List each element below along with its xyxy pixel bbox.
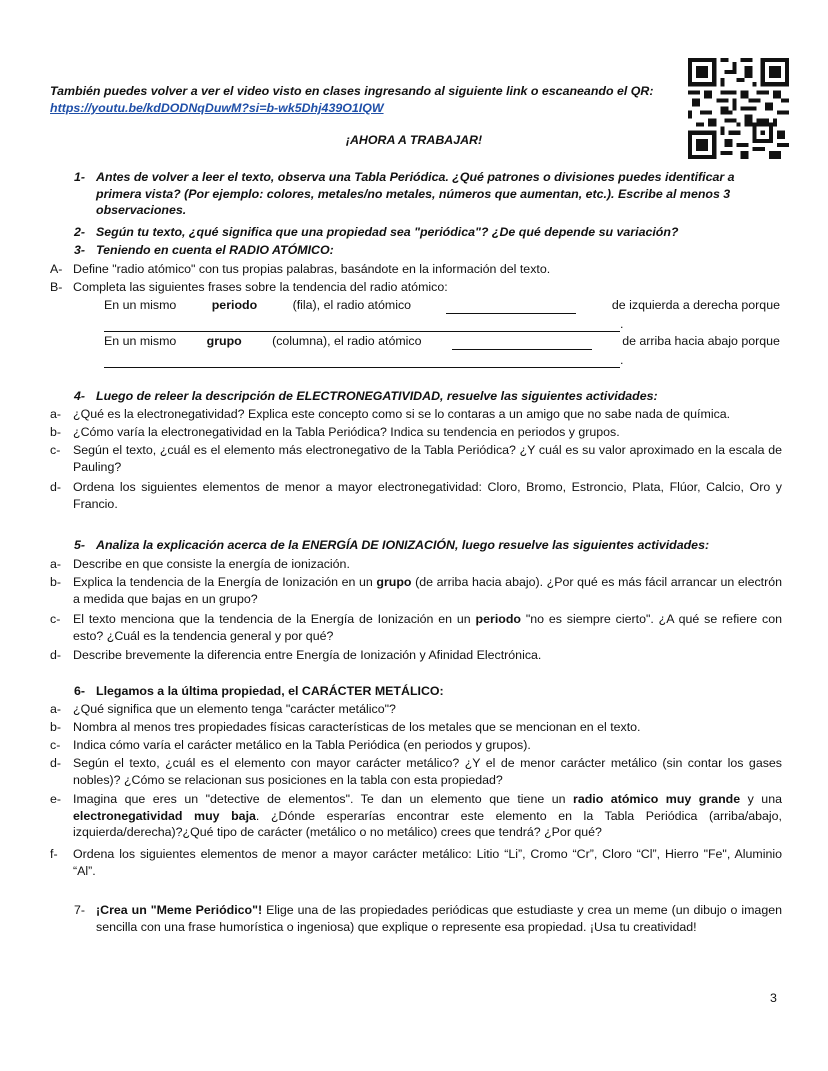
question-3-item-a: [50, 261, 782, 278]
question-number: 7-: [74, 903, 86, 917]
question-6-item-c: [50, 737, 782, 754]
question-6-item-d: [50, 755, 782, 788]
fill-pre: En un mismo: [104, 334, 177, 348]
item-text: ¿Qué es la electronegatividad? Explica este concepto como si se lo contaras a un amigo que no sabe nada de química.: [73, 407, 731, 421]
fill-post: de arriba hacia abajo porque: [622, 334, 780, 348]
intro-paragraph: [50, 83, 678, 116]
fill-mid: (fila), el radio atómico: [292, 298, 412, 312]
question-number: 1-: [74, 170, 86, 184]
question-4-item-c: [50, 442, 782, 475]
fill-in-periodo: [104, 297, 780, 332]
item-text: El texto menciona que la tendencia de la Energía de Ionización en un: [73, 612, 471, 626]
fill-bold: grupo: [206, 334, 242, 348]
video-link[interactable]: https://youtu.be/kdDODNqDuwM?si=b-wk5Dhj439O1IQW: [50, 100, 384, 115]
question-6-item-a: [50, 701, 782, 718]
bold-term: electronegatividad muy baja: [73, 808, 256, 823]
question-text: Luego de releer la descripción de ELECTRONEGATIVIDAD, resuelve las siguientes actividades:: [96, 389, 658, 403]
question-5-item-d: [50, 647, 782, 664]
question-4-item-b: [50, 424, 782, 441]
item-label: B-: [50, 280, 63, 294]
question-2: [74, 224, 782, 241]
question-number: 6-: [74, 684, 86, 698]
question-4: [74, 388, 782, 405]
item-label: b-: [50, 720, 62, 734]
question-7: [74, 902, 782, 935]
question-text: Según tu texto, ¿qué significa que una propiedad sea "periódica"? ¿De qué depende su variación?: [96, 225, 679, 239]
question-text: Elige una de las propiedades periódicas que estudiaste y crea un meme (un dibujo o imagen sencilla con una frase humorística o ingeniosa) que explique o represente esa propiedad. ¡Usa tu creatividad!: [96, 903, 782, 934]
item-text: Describe en que consiste la energía de ionización.: [73, 557, 350, 571]
question-text: Teniendo en cuenta el RADIO ATÓMICO:: [96, 243, 334, 257]
bold-term: grupo: [376, 575, 412, 589]
item-label: a-: [50, 702, 62, 716]
fill-in-grupo: [104, 333, 780, 368]
item-label: a-: [50, 557, 62, 571]
item-label: c-: [50, 738, 61, 752]
item-text: y una: [747, 792, 782, 806]
fill-period: .: [620, 316, 624, 331]
question-highlight: ¡Crea un "Meme Periódico"!: [96, 903, 263, 917]
item-label: d-: [50, 480, 62, 494]
question-3-item-b: [50, 279, 782, 296]
fill-bold: periodo: [211, 298, 258, 312]
answer-blank[interactable]: [104, 355, 620, 368]
item-label: b-: [50, 425, 62, 439]
item-label: d-: [50, 756, 62, 770]
fill-pre: En un mismo: [104, 298, 177, 312]
item-text: Define "radio atómico" con tus propias palabras, basándote en la información del texto.: [73, 262, 551, 276]
item-label: d-: [50, 648, 62, 662]
fill-mid: (columna), el radio atómico: [272, 334, 422, 348]
item-text: Completa las siguientes frases sobre la tendencia del radio atómico:: [73, 280, 448, 294]
item-label: c-: [50, 612, 61, 626]
item-text: Ordena los siguientes elementos de menor a mayor electronegatividad: Cloro, Bromo, Estroncio, Plata, Flúor, Calcio, Oro y Francio.: [73, 480, 782, 511]
item-text: (de arriba hacia abajo). ¿Por qué es más fácil arrancar un electrón a medida que bajas en un grupo?: [73, 575, 783, 606]
section-title: ¡AHORA A TRABAJAR!: [345, 133, 483, 147]
question-5-item-a: [50, 556, 782, 573]
item-text: ¿Cómo varía la electronegatividad en la Tabla Periódica? Indica su tendencia en periodos y grupos.: [73, 425, 620, 439]
item-label: e-: [50, 792, 62, 806]
item-label: f-: [50, 847, 58, 861]
item-text: ¿Qué significa que un elemento tenga "carácter metálico"?: [73, 702, 396, 716]
item-label: A-: [50, 262, 63, 276]
question-6-item-e: [50, 791, 782, 841]
question-number: 2-: [74, 225, 86, 239]
question-5-item-b: [50, 574, 782, 607]
question-4-item-a: [50, 406, 782, 423]
question-number: 3-: [74, 243, 86, 257]
item-label: c-: [50, 443, 61, 457]
item-text: Nombra al menos tres propiedades físicas características de los metales que se mencionan en el texto.: [73, 720, 641, 734]
question-number: 4-: [74, 389, 86, 403]
question-text: Llegamos a la última propiedad, el CARÁCTER METÁLICO:: [96, 684, 444, 698]
question-1: [74, 169, 782, 219]
item-text: Según el texto, ¿cuál es el elemento con mayor carácter metálico? ¿Y el de menor carácter metálico (sin contar los gases nobles)? ¿Cómo se relacionan sus posiciones en la tabla con esta propiedad?: [73, 756, 782, 787]
item-text: Indica cómo varía el carácter metálico en la Tabla Periódica (en periodos y grupos).: [73, 738, 531, 752]
item-text: Describe brevemente la diferencia entre Energía de Ionización y Afinidad Electrónica.: [73, 648, 542, 662]
question-text: Analiza la explicación acerca de la ENERGÍA DE IONIZACIÓN, luego resuelve las siguientes actividades:: [96, 538, 710, 552]
bold-term: periodo: [475, 612, 521, 626]
question-3: [74, 242, 782, 259]
item-label: a-: [50, 407, 62, 421]
question-5-item-c: [50, 611, 782, 644]
item-text: . ¿Dónde esperarías encontrar este elemento en la Tabla Periódica (arriba/abajo, izquierda/derecha)?¿Qué tipo de carácter (metálico o no metálico) crees que tendrá? ¿Por qué?: [73, 808, 783, 840]
intro-text: También puedes volver a ver el video visto en clases ingresando al siguiente link o escaneando el QR:: [50, 84, 654, 98]
item-text: Según el texto, ¿cuál es el elemento más electronegativo de la Tabla Periódica? ¿Y cuál es su valor aproximado en la escala de Pauling?: [73, 443, 782, 474]
item-text: "no es siempre cierto". ¿A qué se refiere con esto? ¿Cuál es la tendencia general y por qué?: [73, 612, 782, 643]
question-5: [74, 537, 782, 554]
question-4-item-d: [50, 479, 782, 512]
question-number: 5-: [74, 538, 86, 552]
question-6-item-b: [50, 719, 782, 736]
item-label: b-: [50, 575, 62, 589]
answer-blank[interactable]: [104, 319, 620, 332]
question-6: [74, 683, 782, 700]
page-number: 3: [770, 991, 777, 1005]
question-6-item-f: [50, 846, 782, 879]
fill-period: .: [620, 352, 624, 367]
fill-post: de izquierda a derecha porque: [611, 298, 780, 312]
item-text: Ordena los siguientes elementos de menor a mayor carácter metálico: Litio “Li”, Cromo “Cr”, Cloro “Cl”, Hierro "Fe", Aluminio “Al”.: [73, 847, 782, 878]
answer-blank[interactable]: [452, 337, 592, 350]
item-text: Explica la tendencia de la Energía de Ionización en un: [73, 575, 373, 589]
bold-term: radio atómico muy grande: [573, 792, 741, 806]
item-text: Imagina que eres un "detective de elementos". Te dan un elemento que tiene un: [73, 792, 566, 806]
question-text: Antes de volver a leer el texto, observa una Tabla Periódica. ¿Qué patrones o divisiones puedes identificar a primera vista? (Por ejemplo: colores, metales/no metales, números que aumentan, etc.). Escribe al menos 3 observaciones.: [96, 170, 735, 218]
answer-blank[interactable]: [446, 301, 576, 314]
